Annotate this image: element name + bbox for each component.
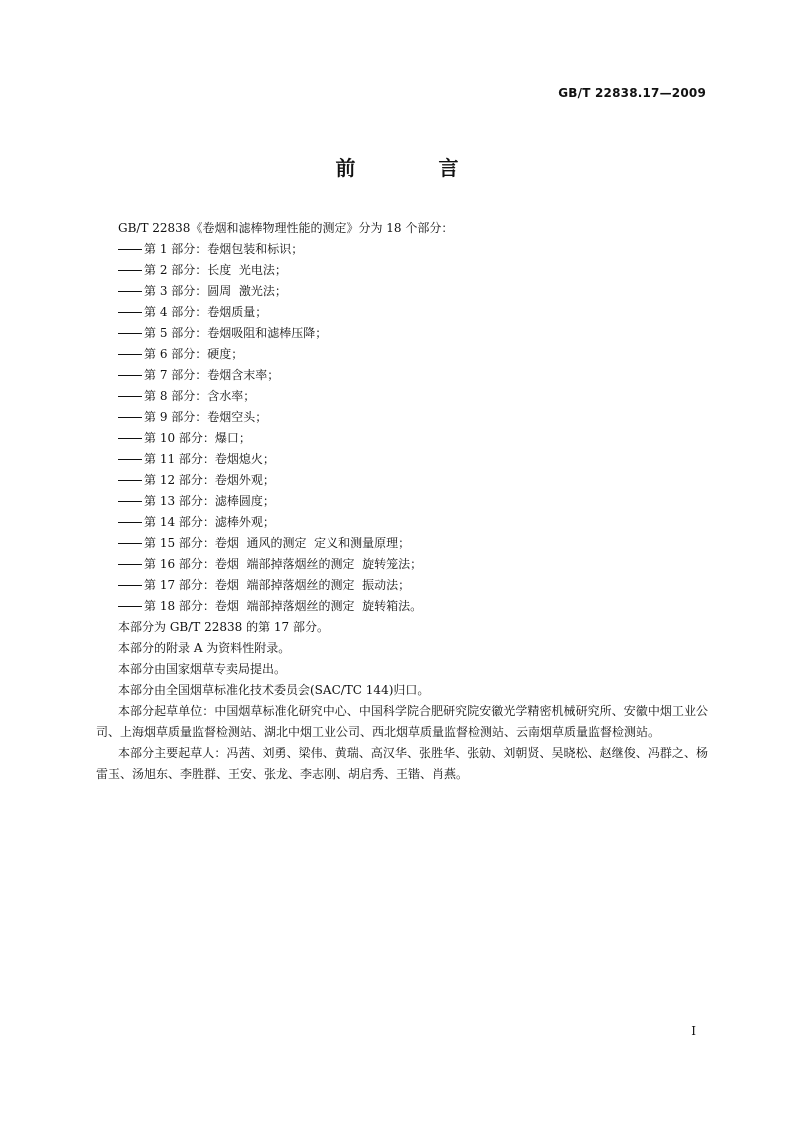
- statement-committee: 本部分由全国烟草标准化技术委员会(SAC/TC 144)归口。: [118, 683, 430, 697]
- dash-mark: [118, 606, 142, 608]
- list-item: 第 5 部分：卷烟吸阻和滤棒压降；: [96, 323, 708, 344]
- statement-proposer: 本部分由国家烟草专卖局提出。: [118, 662, 287, 676]
- dash-mark: [118, 375, 142, 377]
- dash-mark: [118, 585, 142, 587]
- list-item: 第 9 部分：卷烟空头；: [96, 407, 708, 428]
- list-item: 第 10 部分：爆口；: [96, 428, 708, 449]
- list-item: 第 18 部分：卷烟 端部掉落烟丝的测定 旋转箱法。: [96, 596, 708, 617]
- list-item: 第 15 部分：卷烟 通风的测定 定义和测量原理；: [96, 533, 708, 554]
- statement-annex: 本部分的附录 A 为资料性附录。: [118, 641, 291, 655]
- statement-part-number: 本部分为 GB/T 22838 的第 17 部分。: [118, 620, 329, 634]
- dash-mark: [118, 270, 142, 272]
- list-item: 第 3 部分：圆周 激光法；: [96, 281, 708, 302]
- page-title: 前 言: [335, 156, 497, 180]
- dash-mark: [118, 501, 142, 503]
- dash-mark: [118, 354, 142, 356]
- page-number: I: [691, 1024, 696, 1038]
- list-item: 第 4 部分：卷烟质量；: [96, 302, 708, 323]
- list-item: 第 2 部分：长度 光电法；: [96, 260, 708, 281]
- foreword-body: [96, 218, 708, 785]
- list-item: 第 6 部分：硬度；: [96, 344, 708, 365]
- list-item: 第 8 部分：含水率；: [96, 386, 708, 407]
- dash-mark: [118, 438, 142, 440]
- standard-code: GB/T 22838.17—2009: [558, 86, 706, 100]
- intro-line: GB/T 22838《卷烟和滤棒物理性能的测定》分为 18 个部分：: [118, 221, 454, 235]
- dash-mark: [118, 396, 142, 398]
- dash-mark: [118, 291, 142, 293]
- dash-mark: [118, 480, 142, 482]
- list-item: 第 11 部分：卷烟熄火；: [96, 449, 708, 470]
- list-item: 第 16 部分：卷烟 端部掉落烟丝的测定 旋转笼法；: [96, 554, 708, 575]
- dash-mark: [118, 312, 142, 314]
- dash-mark: [118, 417, 142, 419]
- dash-mark: [118, 249, 142, 251]
- list-item: 第 13 部分：滤棒圆度；: [96, 491, 708, 512]
- list-item: 第 12 部分：卷烟外观；: [96, 470, 708, 491]
- list-item: 第 1 部分：卷烟包装和标识；: [96, 239, 708, 260]
- list-item: 第 17 部分：卷烟 端部掉落烟丝的测定 振动法；: [96, 575, 708, 596]
- dash-mark: [118, 459, 142, 461]
- list-item: 第 14 部分：滤棒外观；: [96, 512, 708, 533]
- dash-mark: [118, 333, 142, 335]
- dash-mark: [118, 522, 142, 524]
- drafters-paragraph: 本部分主要起草人：冯茜、刘勇、梁伟、黄瑞、高汉华、张胜华、张勍、刘朝贤、吴晓松、赵继俊、冯群之、杨雷玉、汤旭东、李胜群、王安、张龙、李志刚、胡启秀、王锴、肖燕。: [96, 746, 708, 781]
- dash-mark: [118, 543, 142, 545]
- drafting-units-paragraph: 本部分起草单位：中国烟草标准化研究中心、中国科学院合肥研究院安徽光学精密机械研究所、安徽中烟工业公司、上海烟草质量监督检测站、湖北中烟工业公司、西北烟草质量监督检测站、云南烟草质量监督检测站。: [96, 704, 708, 739]
- dash-mark: [118, 564, 142, 566]
- list-item: 第 7 部分：卷烟含末率；: [96, 365, 708, 386]
